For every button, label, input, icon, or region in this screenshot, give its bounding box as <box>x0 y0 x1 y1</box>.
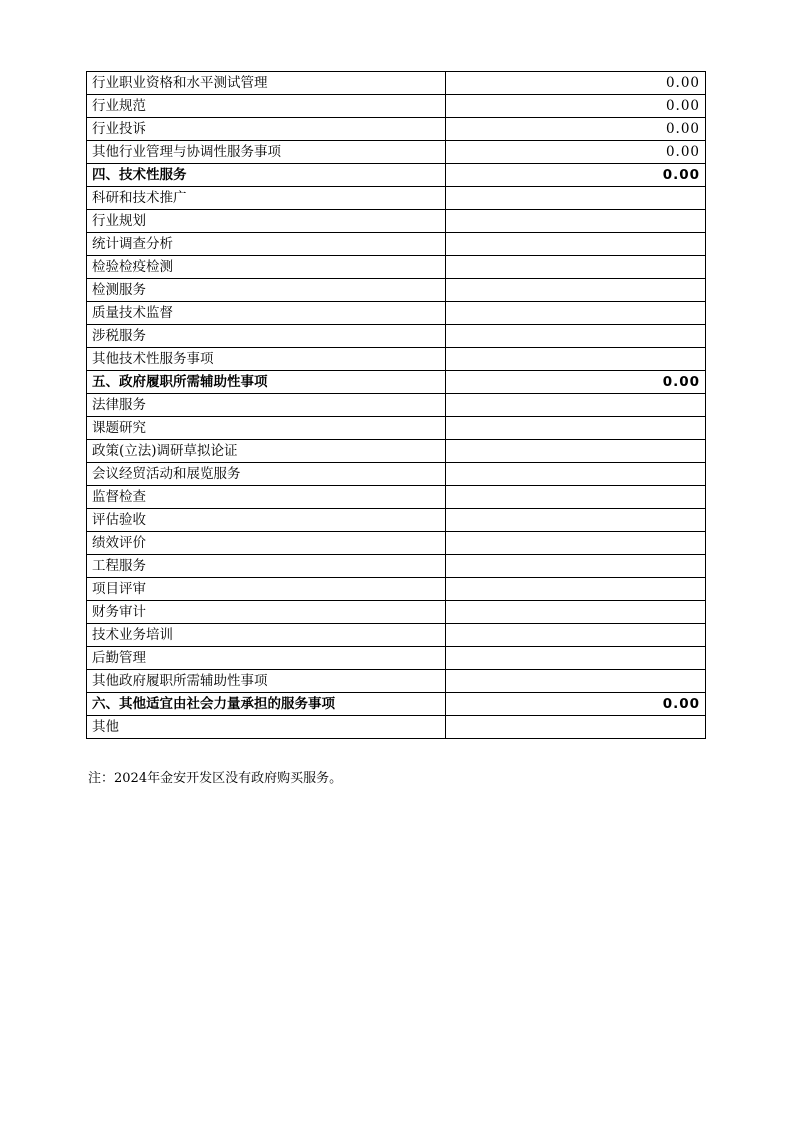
item-amount: 0.00 <box>446 693 706 716</box>
item-amount <box>446 394 706 417</box>
item-label: 科研和技术推广 <box>87 187 446 210</box>
item-label: 行业投诉 <box>87 118 446 141</box>
item-label: 行业职业资格和水平测试管理 <box>87 72 446 95</box>
item-amount <box>446 279 706 302</box>
table-row <box>87 509 706 532</box>
item-amount <box>446 325 706 348</box>
item-amount <box>446 486 706 509</box>
table-row <box>87 716 706 739</box>
item-amount <box>446 578 706 601</box>
section-row <box>87 164 706 187</box>
item-amount: 0.00 <box>446 371 706 394</box>
item-amount <box>446 440 706 463</box>
table-row <box>87 670 706 693</box>
item-label: 质量技术监督 <box>87 302 446 325</box>
table-row <box>87 578 706 601</box>
item-amount <box>446 647 706 670</box>
item-label: 行业规范 <box>87 95 446 118</box>
table-row <box>87 624 706 647</box>
table-row <box>87 279 706 302</box>
item-label: 其他政府履职所需辅助性事项 <box>87 670 446 693</box>
item-amount <box>446 256 706 279</box>
table-row <box>87 256 706 279</box>
item-label: 会议经贸活动和展览服务 <box>87 463 446 486</box>
item-amount <box>446 670 706 693</box>
item-amount <box>446 417 706 440</box>
item-amount: 0.00 <box>446 72 706 95</box>
item-amount <box>446 555 706 578</box>
item-amount <box>446 187 706 210</box>
item-label: 法律服务 <box>87 394 446 417</box>
item-label: 评估验收 <box>87 509 446 532</box>
item-label: 监督检查 <box>87 486 446 509</box>
item-label: 四、技术性服务 <box>87 164 446 187</box>
table-row <box>87 302 706 325</box>
item-label: 技术业务培训 <box>87 624 446 647</box>
item-amount <box>446 624 706 647</box>
item-label: 其他技术性服务事项 <box>87 348 446 371</box>
item-label: 五、政府履职所需辅助性事项 <box>87 371 446 394</box>
item-label: 政策(立法)调研草拟论证 <box>87 440 446 463</box>
service-items-table <box>86 71 706 739</box>
item-amount: 0.00 <box>446 164 706 187</box>
item-amount <box>446 716 706 739</box>
table-row <box>87 440 706 463</box>
table-row <box>87 417 706 440</box>
table-row <box>87 647 706 670</box>
item-amount <box>446 509 706 532</box>
item-amount: 0.00 <box>446 118 706 141</box>
table-row <box>87 233 706 256</box>
table-row <box>87 95 706 118</box>
table-row <box>87 394 706 417</box>
item-label: 项目评审 <box>87 578 446 601</box>
item-label: 检验检疫检测 <box>87 256 446 279</box>
item-amount <box>446 233 706 256</box>
item-label: 绩效评价 <box>87 532 446 555</box>
item-amount: 0.00 <box>446 141 706 164</box>
item-amount: 0.00 <box>446 95 706 118</box>
table-row <box>87 601 706 624</box>
table-row <box>87 210 706 233</box>
item-label: 检测服务 <box>87 279 446 302</box>
item-label: 涉税服务 <box>87 325 446 348</box>
item-label: 后勤管理 <box>87 647 446 670</box>
table-row <box>87 486 706 509</box>
table-row <box>87 463 706 486</box>
item-amount <box>446 463 706 486</box>
section-row <box>87 371 706 394</box>
item-amount <box>446 532 706 555</box>
item-label: 行业规划 <box>87 210 446 233</box>
item-amount <box>446 210 706 233</box>
item-amount <box>446 302 706 325</box>
item-label: 其他 <box>87 716 446 739</box>
table-row <box>87 72 706 95</box>
table-row <box>87 532 706 555</box>
table-row <box>87 348 706 371</box>
table-body <box>87 72 706 739</box>
item-label: 课题研究 <box>87 417 446 440</box>
table-row <box>87 555 706 578</box>
item-amount <box>446 601 706 624</box>
item-label: 工程服务 <box>87 555 446 578</box>
table-row <box>87 325 706 348</box>
item-label: 财务审计 <box>87 601 446 624</box>
item-label: 其他行业管理与协调性服务事项 <box>87 141 446 164</box>
item-label: 六、其他适宜由社会力量承担的服务事项 <box>87 693 446 716</box>
item-label: 统计调查分析 <box>87 233 446 256</box>
section-row <box>87 693 706 716</box>
table-row <box>87 187 706 210</box>
table-row <box>87 141 706 164</box>
item-amount <box>446 348 706 371</box>
table-row <box>87 118 706 141</box>
footnote: 注：2024年金安开发区没有政府购买服务。 <box>88 771 343 786</box>
